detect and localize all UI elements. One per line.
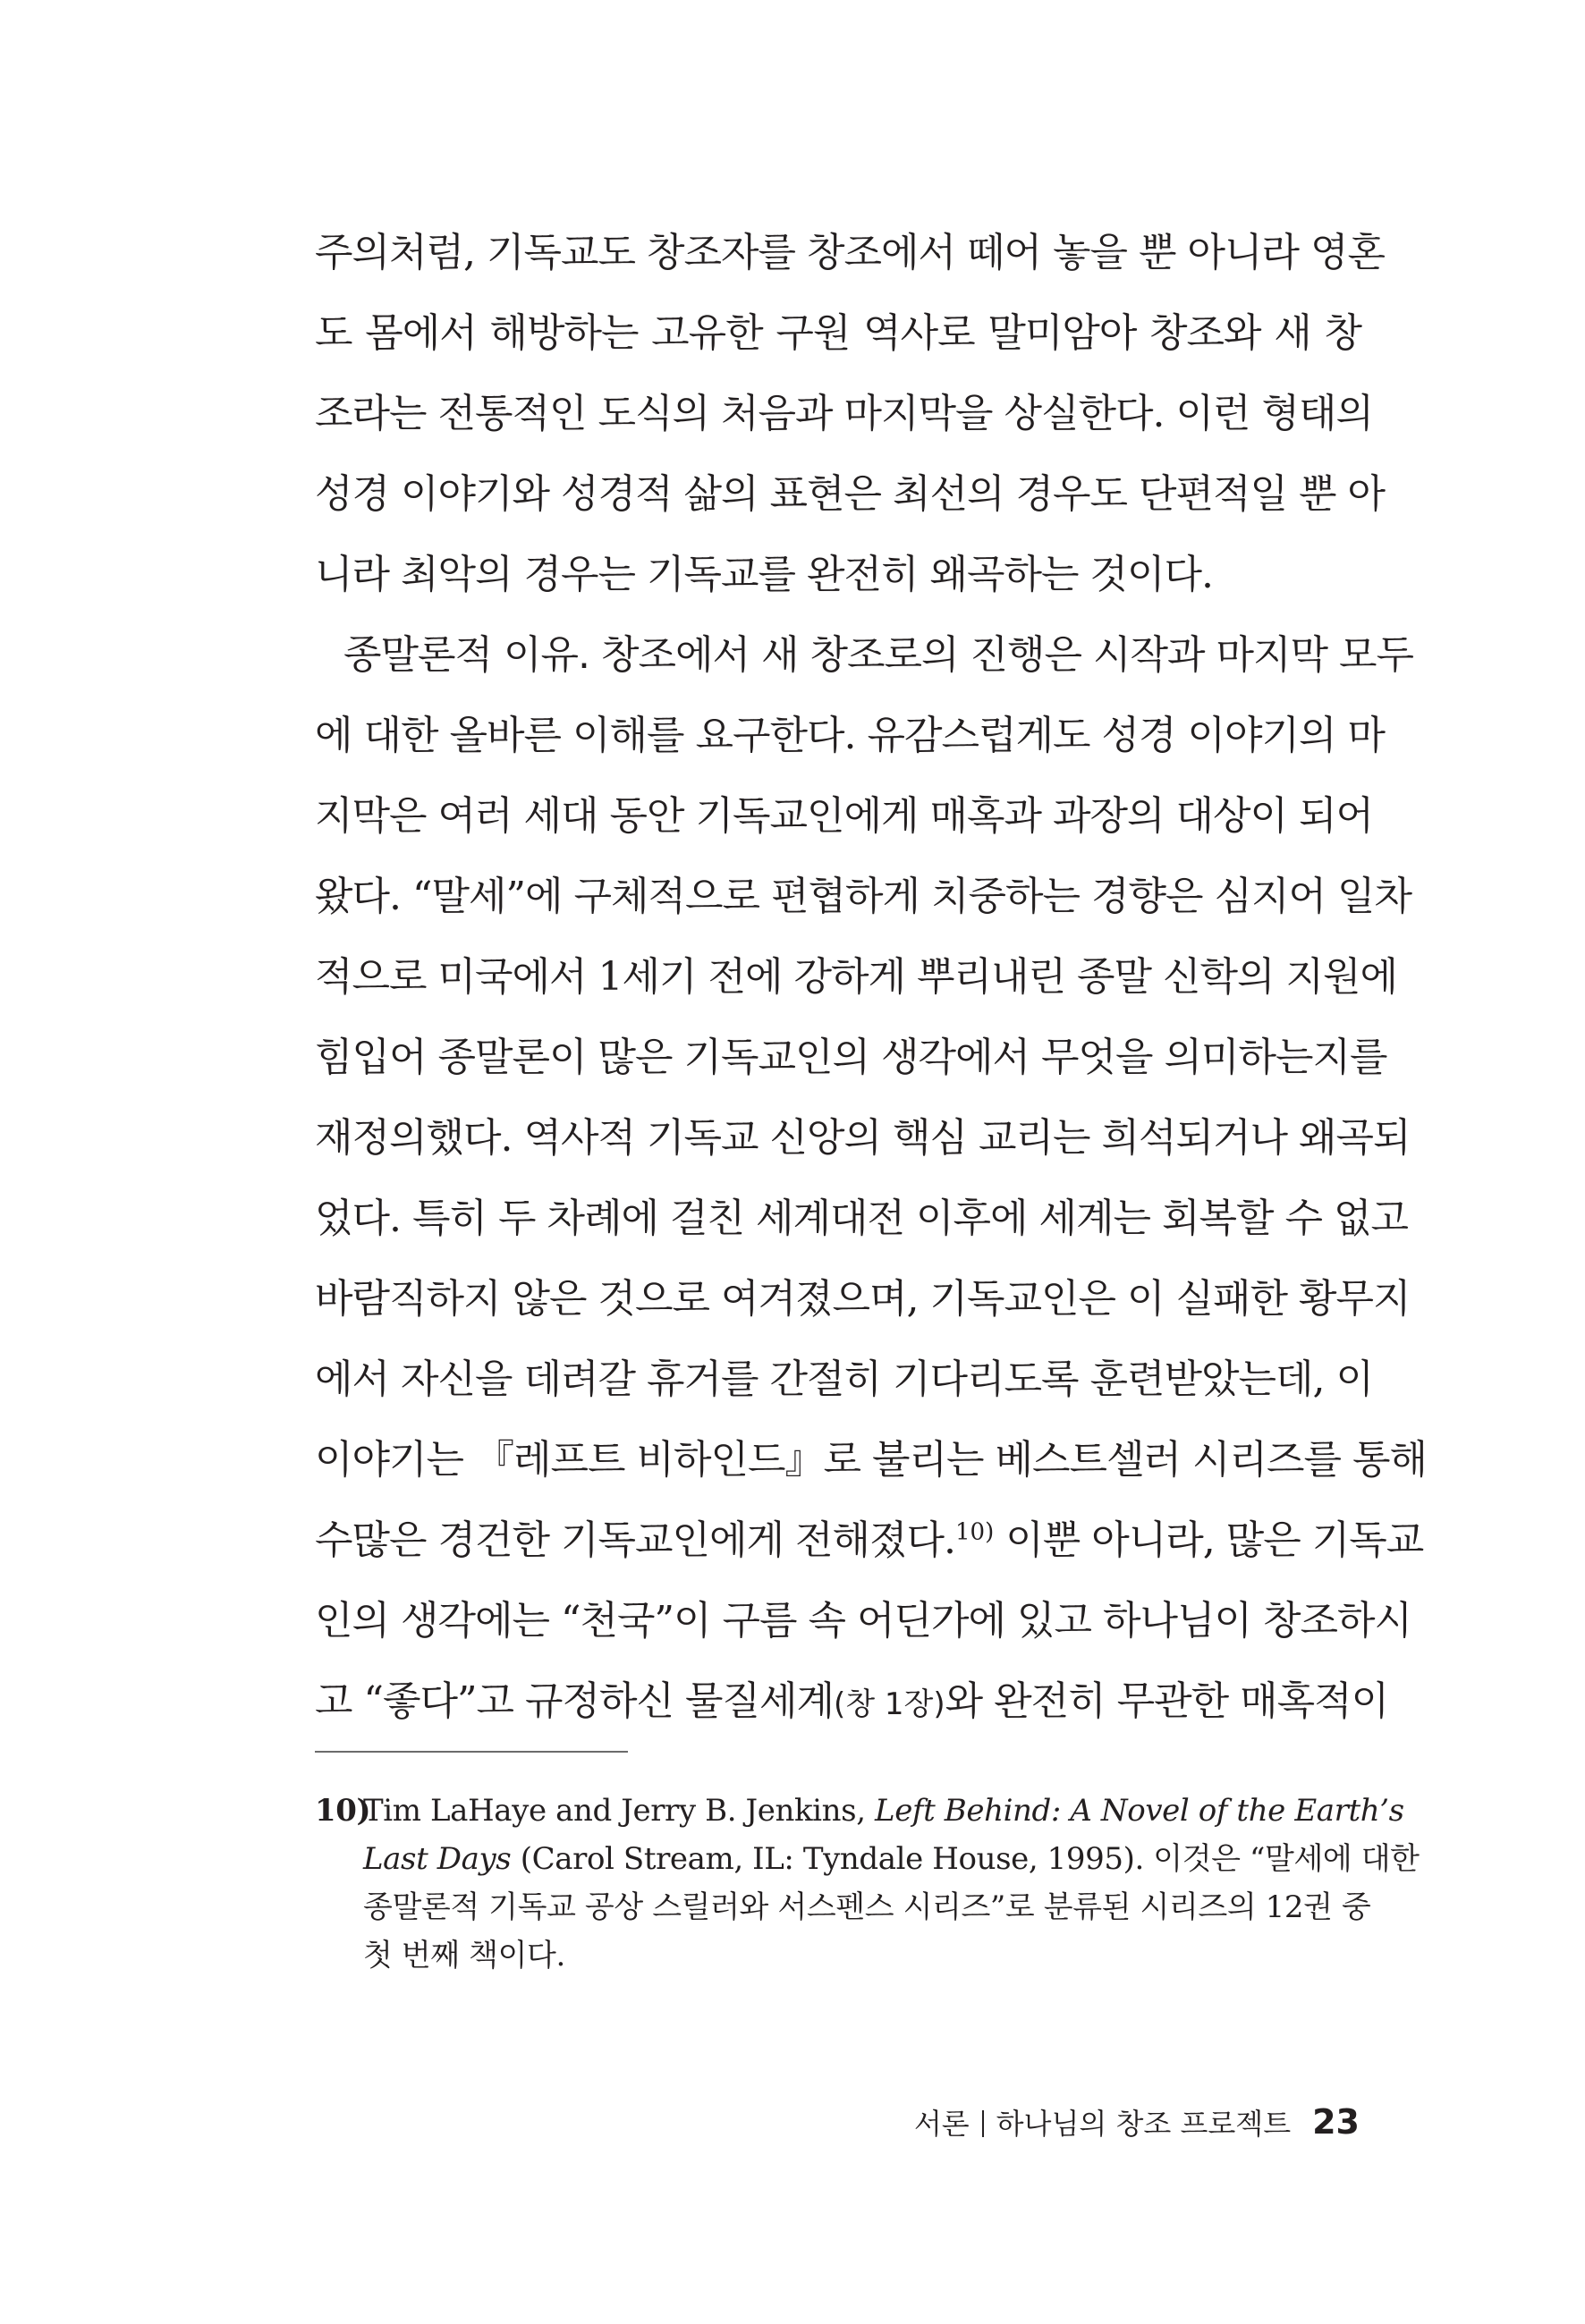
body-line-text: 와 완전히 무관한 매혹적이 <box>945 1678 1389 1724</box>
footnote-book-title: Last Days <box>363 1841 512 1877</box>
body-line <box>315 1500 1424 1581</box>
body-line: 니라 최악의 경우는 기독교를 완전히 왜곡하는 것이다. <box>315 552 1213 597</box>
body-line-text: 창조에서 새 창조로의 진행은 시작과 마지막 모두 <box>601 632 1413 678</box>
footnote-divider <box>315 1751 628 1753</box>
body-line: 에 대한 올바른 이해를 요구한다. 유감스럽게도 성경 이야기의 마 <box>315 713 1385 758</box>
body-line: 지막은 여러 세대 동안 기독교인에게 매혹과 과장의 대상이 되어 <box>315 793 1373 839</box>
body-line: 바람직하지 않은 것으로 여겨졌으며, 기독교인은 이 실패한 황무지 <box>315 1276 1411 1322</box>
body-line: 도 몸에서 해방하는 고유한 구원 역사로 말미암아 창조와 새 창 <box>315 310 1361 356</box>
body-line: 이야기는 『레프트 비하인드』로 불리는 베스트셀러 시리즈를 통해 <box>315 1437 1428 1483</box>
body-line: 재정의했다. 역사적 기독교 신앙의 핵심 교리는 희석되거나 왜곡되 <box>315 1115 1411 1161</box>
footnote <box>315 1787 1420 1980</box>
body-line: 인의 생각에는 “천국”이 구름 속 어딘가에 있고 하나님이 창조하시 <box>315 1598 1411 1644</box>
footer-section: 서론 <box>913 2107 970 2141</box>
body-line <box>315 1661 1389 1742</box>
footnote-line <box>315 1835 1420 1883</box>
footnote-line <box>315 1787 1404 1835</box>
page-number: 23 <box>1312 2102 1360 2142</box>
body-line-text: 이뿐 아니라, 많은 기독교 <box>994 1517 1424 1563</box>
footnote-book-title: Left Behind: A Novel of the Earth’s <box>875 1793 1404 1829</box>
footnote-author: Tim LaHaye and Jerry B. Jenkins, <box>363 1793 876 1829</box>
body-line: 적으로 미국에서 1세기 전에 강하게 뿌리내린 종말 신학의 지원에 <box>315 954 1397 1000</box>
body-line-text: 고 “좋다”고 규정하신 물질세계 <box>315 1678 834 1724</box>
footer-chapter-title: 하나님의 창조 프로젝트 <box>996 2107 1292 2141</box>
body-line-text: 수많은 경건한 기독교인에게 전해졌다. <box>315 1517 956 1563</box>
footnote-reference[interactable]: 10) <box>955 1518 995 1546</box>
footnote-number: 10) <box>315 1793 371 1829</box>
footnote-line: 첫 번째 책이다. <box>363 1938 565 1973</box>
paragraph-lead-in: 종말론적 이유. <box>343 632 589 678</box>
footnote-line: 종말론적 기독교 공상 스릴러와 서스펜스 시리즈”로 분류된 시리즈의 12권 중 <box>363 1889 1371 1925</box>
paragraph-first-line <box>315 615 1413 696</box>
scripture-reference: (창 1장) <box>834 1686 945 1722</box>
running-footer <box>914 2100 1360 2144</box>
footnote-publication: (Carol Stream, IL: Tyndale House, 1995). 이것은 “말세에 대한 <box>511 1841 1420 1877</box>
body-line: 왔다. “말세”에 구체적으로 편협하게 치중하는 경향은 심지어 일차 <box>315 874 1411 919</box>
body-line: 조라는 전통적인 도식의 처음과 마지막을 상실한다. 이런 형태의 <box>315 391 1373 436</box>
body-line: 에서 자신을 데려갈 휴거를 간절히 기다리도록 훈련받았는데, 이 <box>315 1356 1373 1402</box>
body-line: 힘입어 종말론이 많은 기독교인의 생각에서 무엇을 의미하는지를 <box>315 1035 1387 1080</box>
body-line: 었다. 특히 두 차례에 걸친 세계대전 이후에 세계는 회복할 수 없고 <box>315 1196 1408 1241</box>
body-line: 주의처럼, 기독교도 창조자를 창조에서 떼어 놓을 뿐 아니라 영혼 <box>315 230 1385 275</box>
body-line: 성경 이야기와 성경적 삶의 표현은 최선의 경우도 단편적일 뿐 아 <box>315 471 1385 517</box>
footer-separator <box>982 2110 984 2137</box>
